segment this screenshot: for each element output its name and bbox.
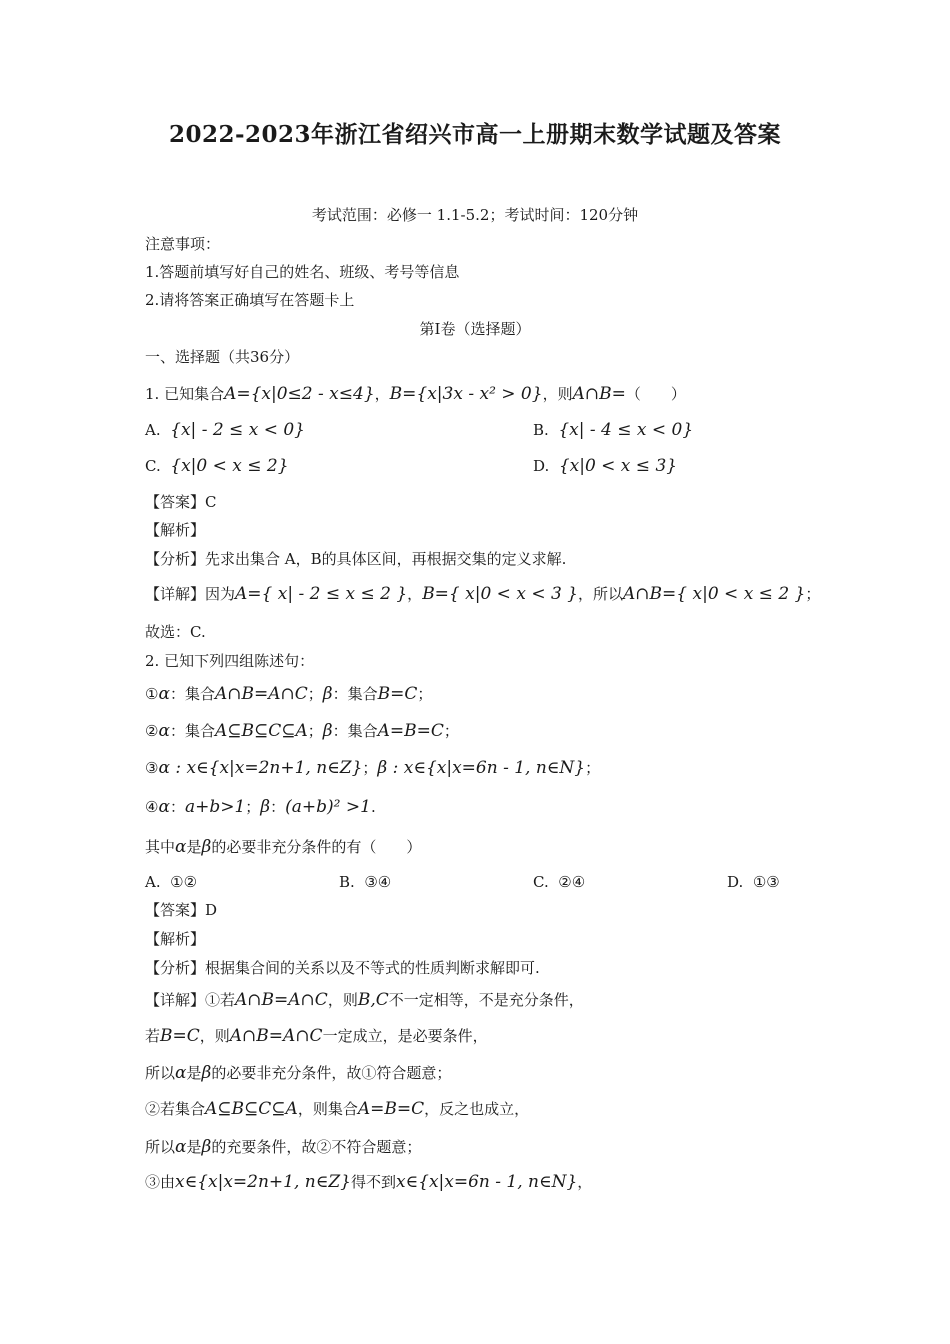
- q1-option-math: {x|0 < x ≤ 3}: [558, 456, 678, 476]
- statement-math: a+b>1: [184, 797, 246, 817]
- detail-text: 的充要条件，故②不符合题意；: [211, 1138, 422, 1156]
- q1-stem: [145, 384, 686, 404]
- q2-statement-1: [145, 684, 432, 704]
- q1-detail-end: ；: [805, 585, 821, 603]
- q1-detail-intersection: A∩B={ x|0 < x ≤ 2 }: [623, 584, 806, 604]
- statement-end: ；: [443, 722, 459, 740]
- detail-math: A∩B=A∩C: [235, 990, 328, 1010]
- detail-text: ，反之也成立，: [424, 1100, 530, 1118]
- detail-text: 不一定相等，不是充分条件，: [388, 991, 584, 1009]
- detail-text: ②若集合: [145, 1100, 206, 1118]
- q2-statement-4: [145, 797, 376, 817]
- q1-fenxi: 【分析】先求出集合 A，B的具体区间，再根据交集的定义求解.: [145, 550, 567, 568]
- detail-text: 所以: [145, 1138, 176, 1156]
- q2-detail-2: [145, 1026, 488, 1046]
- q1-ask-prefix: ，则: [542, 385, 573, 403]
- statement-math: (a+b)² >1: [285, 797, 371, 817]
- q2-answer: 【答案】D: [145, 901, 218, 919]
- q1-ask-suffix: （ ）: [625, 385, 686, 403]
- q2-option-text: ②④: [558, 873, 586, 891]
- statement-number: ①: [145, 685, 159, 703]
- exam-info: 考试范围：必修一 1.1-5.2；考试时间：120分钟: [311, 206, 639, 224]
- detail-text: ③由: [145, 1173, 176, 1191]
- detail-text: ，: [577, 1173, 593, 1191]
- volume-heading: 第I卷（选择题）: [419, 320, 531, 338]
- alpha-symbol: α: [158, 684, 170, 704]
- q1-option-math: {x| - 2 ≤ x < 0}: [170, 420, 305, 440]
- q1-detail-sep: ，所以: [578, 585, 624, 603]
- q1-set-b: B={x|3x - x² > 0}: [389, 384, 543, 404]
- statement-text: ：: [270, 798, 286, 816]
- beta-symbol: β: [260, 797, 271, 817]
- detail-text: ，则: [327, 991, 358, 1009]
- q2-option-text: ③④: [364, 873, 392, 891]
- q1-option-math: {x| - 4 ≤ x < 0}: [558, 420, 694, 440]
- q2-fenxi: 【分析】根据集合间的关系以及不等式的性质判断求解即可.: [145, 959, 540, 977]
- q1-option-letter: C.: [145, 457, 161, 475]
- note-1: 1.答题前填写好自己的姓名、班级、考号等信息: [145, 263, 460, 281]
- ask-prefix: 其中: [145, 838, 176, 856]
- q1-option-letter: A.: [145, 421, 161, 439]
- note-2: 2.请将答案正确填写在答题卡上: [145, 291, 355, 309]
- statement-text: ：: [169, 798, 185, 816]
- q1-detail-prefix: 【详解】因为: [145, 585, 236, 603]
- detail-text: 一定成立，是必要条件，: [322, 1027, 488, 1045]
- alpha-symbol: α: [175, 1137, 187, 1157]
- detail-text: 是: [186, 1138, 202, 1156]
- detail-math: A=B=C: [357, 1099, 425, 1119]
- q1-option-d: [533, 456, 677, 476]
- alpha-symbol: α: [175, 1063, 187, 1083]
- detail-text: 若: [145, 1027, 161, 1045]
- q2-option-text: ①③: [752, 873, 780, 891]
- statement-end: ；: [585, 759, 601, 777]
- beta-symbol: β: [201, 1063, 212, 1083]
- detail-text: ，则: [199, 1027, 230, 1045]
- statement-number: ③: [145, 759, 159, 777]
- q1-stem-prefix: 1. 已知集合: [145, 385, 225, 403]
- beta-symbol: β: [322, 684, 333, 704]
- q2-option-c: [533, 872, 585, 892]
- q2-option-letter: C.: [533, 873, 549, 891]
- q2-detail-3: [145, 1063, 451, 1083]
- q2-ask: [145, 837, 421, 857]
- statement-sep: ；: [245, 798, 261, 816]
- q2-statement-2: [145, 721, 459, 741]
- statement-number: ②: [145, 722, 159, 740]
- alpha-symbol: α: [158, 797, 170, 817]
- detail-math: A⊆B⊆C⊆A: [205, 1099, 298, 1119]
- statement-sep: ；: [307, 685, 323, 703]
- detail-text: 是: [186, 1064, 202, 1082]
- statement-end: ；: [417, 685, 433, 703]
- q1-detail-set-a: A={ x| - 2 ≤ x ≤ 2 }: [235, 584, 408, 604]
- detail-math: x∈{x|x=2n+1, n∈Z}: [175, 1172, 351, 1192]
- detail-math: B=C: [160, 1026, 200, 1046]
- q2-detail-1: [145, 990, 584, 1010]
- q2-stem: 2. 已知下列四组陈述句：: [145, 652, 315, 670]
- section-heading: 一、选择题（共36分）: [145, 348, 300, 366]
- q1-detail: [145, 584, 820, 604]
- statement-math: α : x∈{x|x=2n+1, n∈Z}: [158, 758, 363, 778]
- q2-option-d: [727, 872, 780, 892]
- q2-option-letter: B.: [339, 873, 355, 891]
- alpha-symbol: α: [175, 837, 187, 857]
- q1-answer: 【答案】C: [145, 493, 217, 511]
- statement-math: B=C: [377, 684, 418, 704]
- detail-text: ，则集合: [297, 1100, 358, 1118]
- detail-text: 【详解】①若: [145, 991, 236, 1009]
- detail-math: x∈{x|x=6n - 1, n∈N}: [395, 1172, 578, 1192]
- q1-option-a: [145, 420, 305, 440]
- q1-option-math: {x|0 < x ≤ 2}: [170, 456, 289, 476]
- q1-conclusion: 故选：C.: [145, 623, 206, 641]
- detail-text: 所以: [145, 1064, 176, 1082]
- q1-detail-sep: ，: [407, 585, 423, 603]
- q2-detail-4: [145, 1099, 529, 1119]
- detail-math: B,C: [357, 990, 389, 1010]
- q2-option-a: [145, 872, 197, 892]
- q1-set-a: A={x|0≤2 - x≤4}: [224, 384, 375, 404]
- statement-text: ：集合: [169, 685, 215, 703]
- q1-detail-set-b: B={ x|0 < x < 3 }: [422, 584, 579, 604]
- statement-sep: ；: [362, 759, 378, 777]
- statement-number: ④: [145, 798, 159, 816]
- alpha-symbol: α: [158, 721, 170, 741]
- statement-end: .: [370, 798, 376, 816]
- statement-math: A=B=C: [377, 721, 444, 741]
- q1-ask-math: A∩B=: [572, 384, 626, 404]
- ask-mid: 是: [186, 838, 202, 856]
- beta-symbol: β: [201, 1137, 212, 1157]
- q2-detail-5: [145, 1137, 421, 1157]
- q2-option-text: ①②: [170, 873, 198, 891]
- statement-text: ：集合: [332, 722, 378, 740]
- q2-option-b: [339, 872, 391, 892]
- statement-math: β : x∈{x|x=6n - 1, n∈N}: [377, 758, 586, 778]
- q1-option-c: [145, 456, 289, 476]
- statement-math: A⊆B⊆C⊆A: [214, 721, 308, 741]
- ask-suffix: 的必要非充分条件的有（ ）: [211, 838, 422, 856]
- detail-text: 得不到: [350, 1173, 396, 1191]
- q2-option-letter: A.: [145, 873, 161, 891]
- statement-math: A∩B=A∩C: [214, 684, 308, 704]
- q2-option-letter: D.: [727, 873, 744, 891]
- detail-math: A∩B=A∩C: [229, 1026, 323, 1046]
- notes-heading: 注意事项：: [145, 235, 221, 253]
- q2-jiexi: 【解析】: [145, 930, 206, 948]
- q1-jiexi: 【解析】: [145, 521, 206, 539]
- q1-comma: ，: [374, 385, 390, 403]
- q2-statement-3: [145, 758, 600, 778]
- q1-option-letter: B.: [533, 421, 549, 439]
- statement-text: ：集合: [332, 685, 378, 703]
- q1-option-b: [533, 420, 693, 440]
- statement-text: ：集合: [169, 722, 215, 740]
- beta-symbol: β: [322, 721, 333, 741]
- beta-symbol: β: [201, 837, 212, 857]
- q2-detail-6: [145, 1172, 592, 1192]
- detail-text: 的必要非充分条件，故①符合题意；: [211, 1064, 452, 1082]
- statement-sep: ；: [307, 722, 323, 740]
- q1-option-letter: D.: [533, 457, 550, 475]
- page-title: 2022-2023年浙江省绍兴市高一上册期末数学试题及答案: [168, 121, 782, 148]
